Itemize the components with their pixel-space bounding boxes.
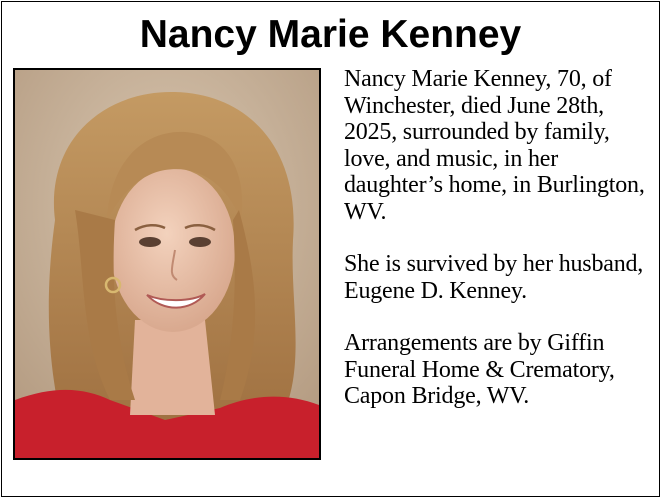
- obituary-body: [344, 66, 656, 436]
- obituary-paragraph-survivors: She is survived by her husband, Eugene D. Kenney.: [344, 251, 644, 304]
- obituary-paragraph-arrangements: Arrangements are by Giffin Funeral Home & Crematory, Capon Bridge, WV.: [344, 330, 615, 409]
- obituary-title: Nancy Marie Kenney: [139, 13, 522, 56]
- obituary-notice: [1, 1, 660, 497]
- obituary-paragraph-death: Nancy Marie Kenney, 70, of Winchester, died June 28th, 2025, surrounded by family, love, and music, in her daughter’s home, in Burlington, WV.: [344, 66, 645, 225]
- portrait-photo: [13, 68, 321, 460]
